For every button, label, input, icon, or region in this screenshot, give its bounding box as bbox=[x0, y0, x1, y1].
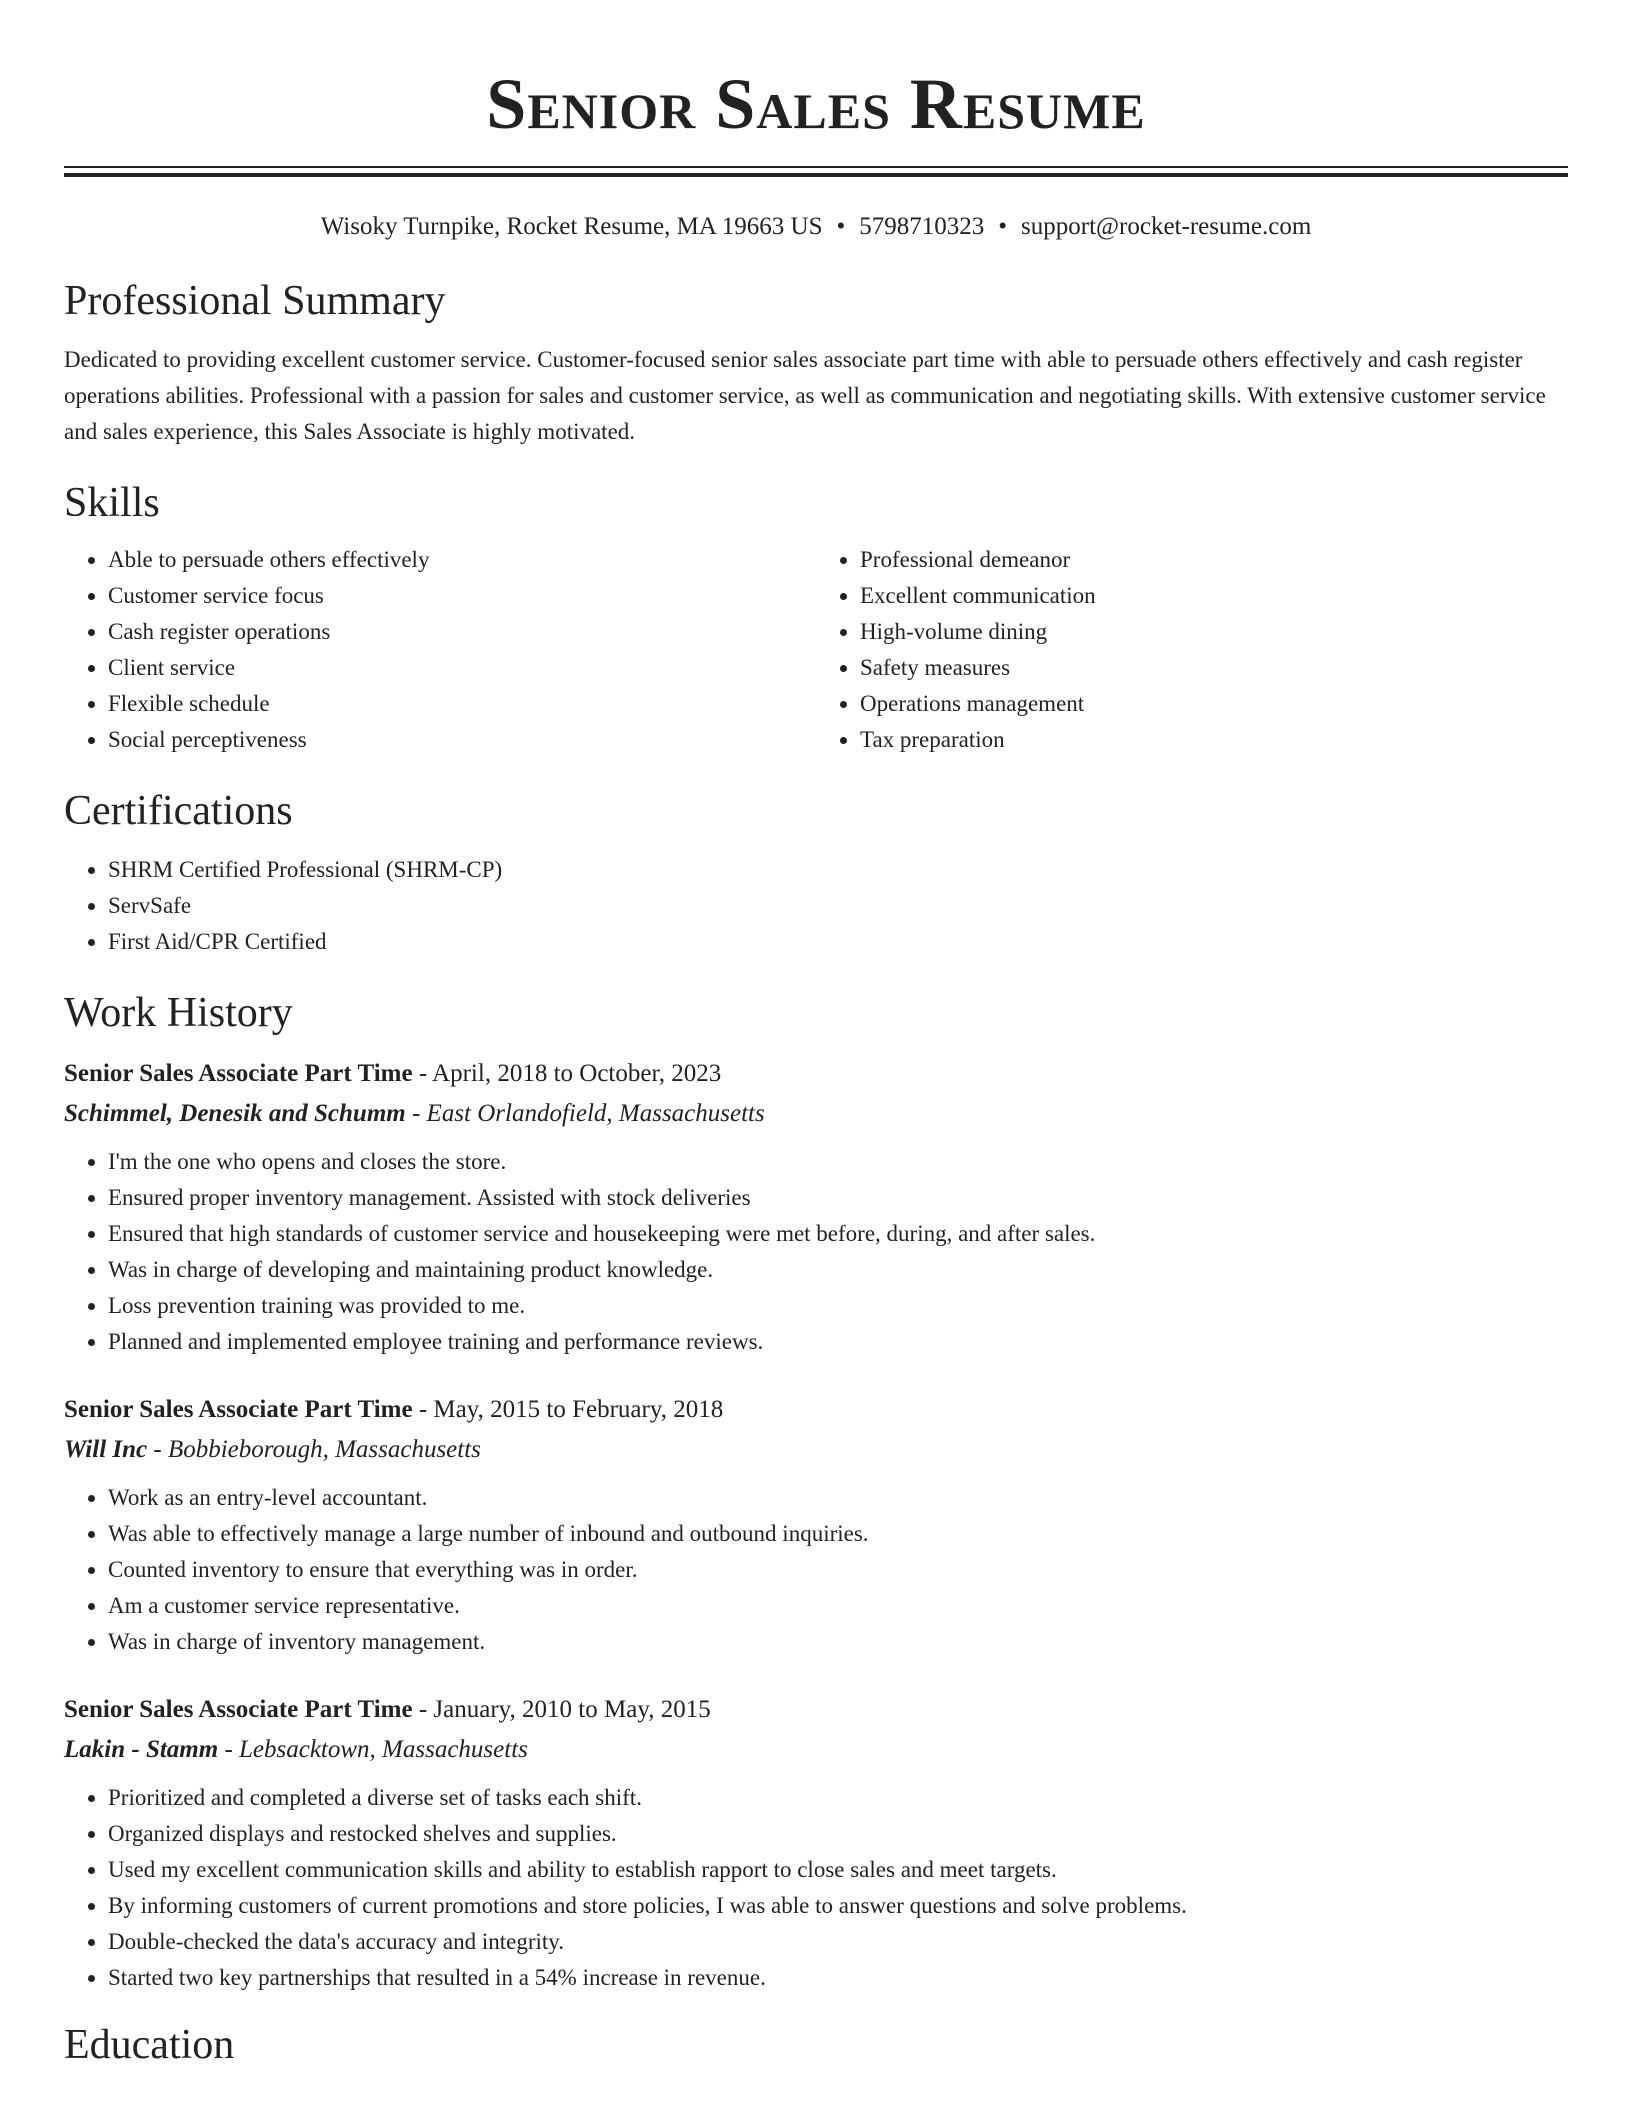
job-bullet: • Work as an entry-level accountant. bbox=[108, 1480, 1568, 1516]
job-bullet: • Prioritized and completed a diverse set of tasks each shift. bbox=[108, 1780, 1568, 1816]
job-bullets bbox=[64, 1780, 1568, 1996]
job-title-line bbox=[64, 1390, 1568, 1430]
job-dates: - January, 2010 to May, 2015 bbox=[412, 1696, 711, 1723]
job-bullet: • Double-checked the data's accuracy and integrity. bbox=[108, 1924, 1568, 1960]
skill-item: • Able to persuade others effectively bbox=[108, 542, 816, 578]
certifications-list bbox=[64, 852, 1568, 960]
skill-item: • Professional demeanor bbox=[860, 542, 1568, 578]
job-entry bbox=[64, 1690, 1568, 1996]
contact-line bbox=[64, 211, 1568, 243]
job-dates: - May, 2015 to February, 2018 bbox=[412, 1396, 724, 1423]
skill-item: • Customer service focus bbox=[108, 578, 816, 614]
job-bullet: • Planned and implemented employee training and performance reviews. bbox=[108, 1324, 1568, 1360]
job-bullet: • Was able to effectively manage a large number of inbound and outbound inquiries. bbox=[108, 1516, 1568, 1552]
certification-item: • SHRM Certified Professional (SHRM-CP) bbox=[108, 852, 1568, 888]
title-divider bbox=[64, 166, 1568, 177]
job-bullet: • Started two key partnerships that resulted in a 54% increase in revenue. bbox=[108, 1960, 1568, 1996]
job-bullets bbox=[64, 1144, 1568, 1360]
skill-item: • High-volume dining bbox=[860, 614, 1568, 650]
skill-item: • Safety measures bbox=[860, 650, 1568, 686]
contact-separator: • bbox=[998, 213, 1008, 240]
page-title: Senior Sales Resume bbox=[486, 64, 1146, 144]
job-bullet: • Was in charge of inventory management. bbox=[108, 1624, 1568, 1660]
certification-item: • First Aid/CPR Certified bbox=[108, 924, 1568, 960]
summary-text: Dedicated to providing excellent customer service. Customer-focused senior sales associate part time with able to persuade others effectively and cash register operations abilities. Professional with a passion for sales and customer service, as well as communication and negotiating skills. With extensive customer service and sales experience, this Sales Associate is highly motivated. bbox=[64, 347, 1546, 444]
certification-item: • ServSafe bbox=[108, 888, 1568, 924]
job-title-line bbox=[64, 1054, 1568, 1094]
job-bullet: • By informing customers of current promotions and store policies, I was able to answer questions and solve problems. bbox=[108, 1888, 1568, 1924]
skill-item: • Tax preparation bbox=[860, 722, 1568, 758]
job-location: - Lebsacktown, Massachusetts bbox=[218, 1736, 528, 1763]
skills-heading: Skills bbox=[64, 480, 160, 526]
job-bullet: • Organized displays and restocked shelves and supplies. bbox=[108, 1816, 1568, 1852]
certifications-heading: Certifications bbox=[64, 788, 293, 834]
contact-email: support@rocket-resume.com bbox=[1021, 213, 1312, 240]
skills-list-right bbox=[816, 542, 1568, 758]
job-location: - East Orlandofield, Massachusetts bbox=[405, 1100, 765, 1127]
contact-address: Wisoky Turnpike, Rocket Resume, MA 19663 US bbox=[320, 213, 823, 240]
skills-list-left bbox=[64, 542, 816, 758]
skill-item: • Client service bbox=[108, 650, 816, 686]
job-entry bbox=[64, 1390, 1568, 1660]
job-bullet: • Am a customer service representative. bbox=[108, 1588, 1568, 1624]
work-history-heading: Work History bbox=[64, 990, 293, 1036]
job-company: Schimmel, Denesik and Schumm bbox=[64, 1100, 406, 1127]
skill-item: • Operations management bbox=[860, 686, 1568, 722]
skills-columns bbox=[64, 542, 1568, 758]
skill-item: • Excellent communication bbox=[860, 578, 1568, 614]
education-heading: Education bbox=[64, 2022, 235, 2068]
summary-heading: Professional Summary bbox=[64, 278, 446, 324]
job-title: Senior Sales Associate Part Time bbox=[64, 1696, 413, 1723]
skill-item: • Cash register operations bbox=[108, 614, 816, 650]
job-company-line bbox=[64, 1730, 1568, 1770]
job-bullet: • Ensured proper inventory management. Assisted with stock deliveries bbox=[108, 1180, 1568, 1216]
contact-phone: 5798710323 bbox=[859, 213, 985, 240]
job-company: Lakin - Stamm bbox=[64, 1736, 219, 1763]
job-title: Senior Sales Associate Part Time bbox=[64, 1060, 413, 1087]
job-bullet: • Was in charge of developing and maintaining product knowledge. bbox=[108, 1252, 1568, 1288]
job-bullet: • Counted inventory to ensure that everything was in order. bbox=[108, 1552, 1568, 1588]
resume-page bbox=[64, 0, 1568, 2072]
job-title-line bbox=[64, 1690, 1568, 1730]
job-location: - Bobbieborough, Massachusetts bbox=[147, 1436, 481, 1463]
job-title: Senior Sales Associate Part Time bbox=[64, 1396, 413, 1423]
job-company-line bbox=[64, 1430, 1568, 1470]
skill-item: • Social perceptiveness bbox=[108, 722, 816, 758]
job-bullet: • I'm the one who opens and closes the store. bbox=[108, 1144, 1568, 1180]
job-bullets bbox=[64, 1480, 1568, 1660]
job-bullet: • Loss prevention training was provided to me. bbox=[108, 1288, 1568, 1324]
job-company-line bbox=[64, 1094, 1568, 1134]
contact-separator: • bbox=[836, 213, 846, 240]
job-bullet: • Used my excellent communication skills and ability to establish rapport to close sales and meet targets. bbox=[108, 1852, 1568, 1888]
skill-item: • Flexible schedule bbox=[108, 686, 816, 722]
job-dates: - April, 2018 to October, 2023 bbox=[412, 1060, 722, 1087]
job-entry bbox=[64, 1054, 1568, 1360]
job-company: Will Inc bbox=[64, 1436, 148, 1463]
job-bullet: • Ensured that high standards of customer service and housekeeping were met before, during, and after sales. bbox=[108, 1216, 1568, 1252]
